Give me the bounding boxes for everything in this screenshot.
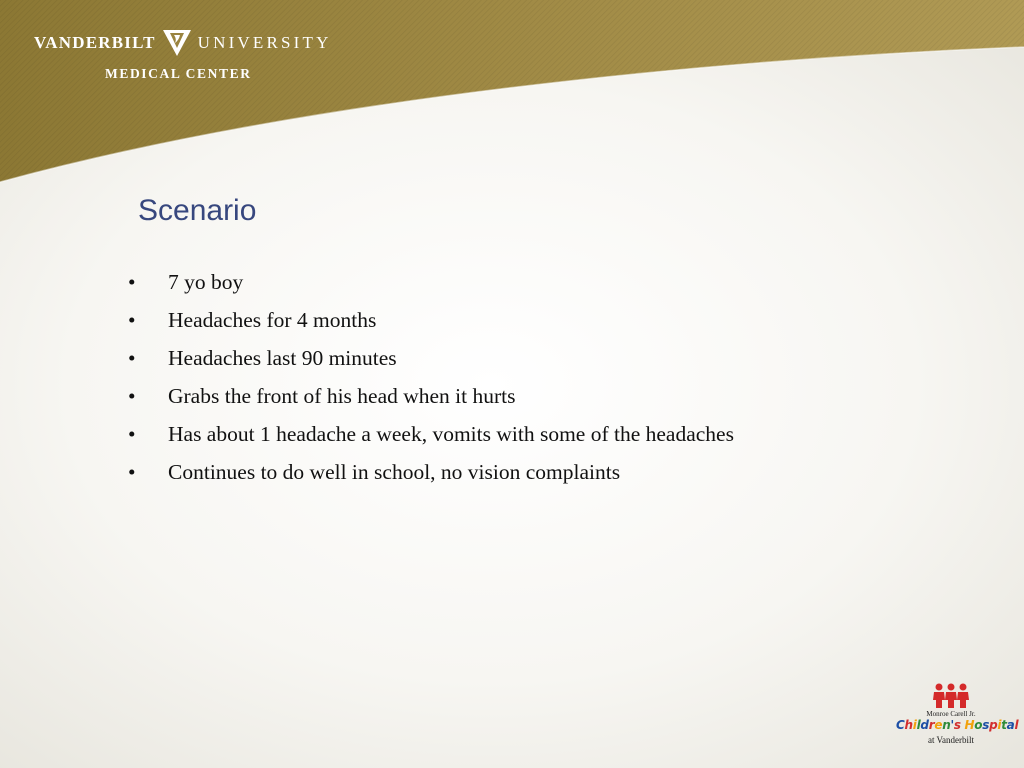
children-figures-icon	[933, 683, 969, 709]
logo-letter: H	[964, 718, 975, 732]
logo-letter: l	[1014, 718, 1019, 732]
logo-letter: n	[942, 718, 951, 732]
logo-letter: i	[997, 718, 1002, 732]
logo-letter: e	[934, 718, 943, 732]
bullet-item	[128, 346, 988, 384]
logo-letter: l	[916, 718, 921, 732]
logo-letter: d	[920, 718, 929, 732]
logo-letter: r	[928, 718, 935, 732]
bullet-glyph: •	[128, 460, 136, 484]
bullet-text: Continues to do well in school, no vision complaints	[168, 460, 621, 484]
bullet-text: 7 yo boy	[168, 270, 244, 294]
bullet-text: Grabs the front of his head when it hurts	[168, 384, 516, 408]
logo-letter: o	[974, 718, 983, 732]
bullet-glyph: •	[128, 384, 136, 408]
logo-text-childrens-hospital	[896, 718, 1019, 732]
bullet-item	[128, 422, 988, 460]
vanderbilt-oak-leaf-v-icon	[162, 29, 192, 57]
bullet-item	[128, 384, 988, 422]
bullet-text: Headaches for 4 months	[168, 308, 377, 332]
childrens-hospital-logo	[896, 680, 1019, 752]
bullet-item	[128, 270, 988, 308]
logo-letter: s	[953, 718, 961, 732]
logo-text-monroe-carell: Monroe Carell Jr.	[926, 710, 976, 718]
logo-medical-center: MEDICAL CENTER	[105, 66, 252, 81]
bullet-list	[128, 270, 988, 498]
logo-letter: a	[1006, 718, 1015, 732]
bullet-text: Has about 1 headache a week, vomits with some of the headaches	[168, 422, 734, 446]
logo-letter: t	[1001, 718, 1007, 732]
logo-letter: '	[950, 718, 954, 732]
logo-letter: p	[989, 718, 998, 732]
logo-letter: i	[912, 718, 917, 732]
bullet-glyph: •	[128, 422, 136, 446]
logo-word-university: UNIVERSITY	[197, 33, 332, 52]
bullet-glyph: •	[128, 308, 136, 332]
bullet-item	[128, 308, 988, 346]
slide-title: Scenario	[138, 194, 257, 227]
logo-letter: s	[982, 718, 990, 732]
vanderbilt-logo	[34, 28, 332, 58]
bullet-item	[128, 460, 988, 498]
bullet-glyph: •	[128, 270, 136, 294]
bullet-text: Headaches last 90 minutes	[168, 346, 397, 370]
logo-letter: h	[904, 718, 913, 732]
logo-word-vanderbilt: VANDERBILT	[34, 33, 156, 52]
logo-letter: C	[896, 718, 905, 732]
bullet-glyph: •	[128, 346, 136, 370]
logo-text-at-vanderbilt: at Vanderbilt	[927, 735, 975, 745]
